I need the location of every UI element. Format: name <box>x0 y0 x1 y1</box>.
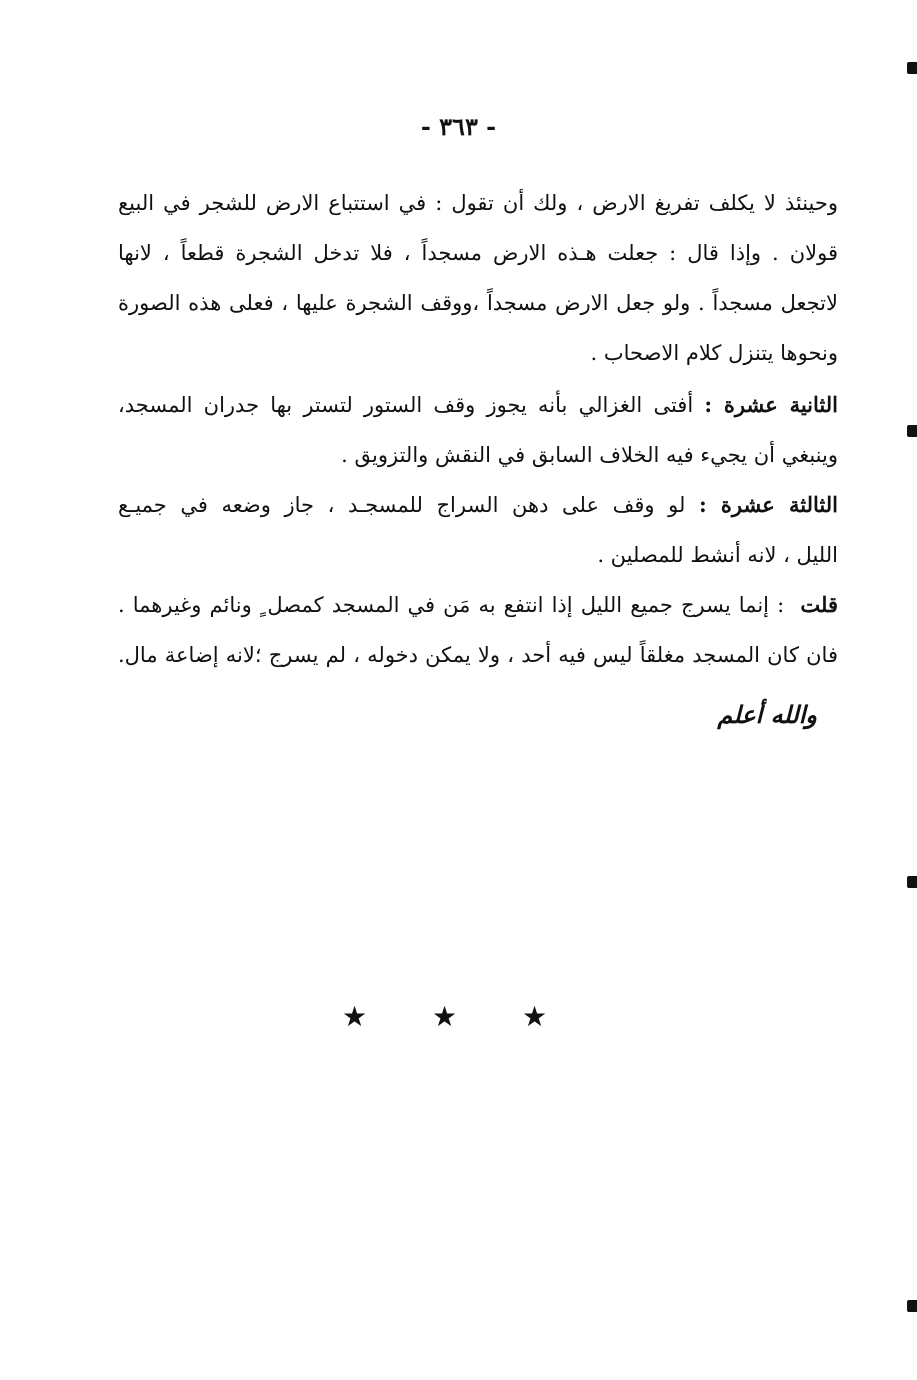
scan-edge-mark <box>907 425 917 437</box>
paragraph-1-line-2: قولان . وإذا قال : جعلت هـذه الارض مسجداً ، فلا تدخل الشجرة قطعاً ، لانها <box>118 241 838 265</box>
scan-edge-mark <box>907 876 917 888</box>
paragraph-4 <box>118 580 838 680</box>
paragraph-1 <box>118 178 838 378</box>
paragraph-1-line-1: وحينئذ لا يكلف تفريغ الارض ، ولك أن تقول : في استتباع الارض للشجر في البيع <box>118 191 838 215</box>
paragraph-4-heading: قلت <box>800 592 838 617</box>
paragraph-4-line-1-text: : إنما يسرج جميع الليل إذا انتفع به مَن في المسجد كمصل ٍ ونائم وغيرهما . <box>118 593 785 617</box>
scan-edge-mark <box>907 62 917 74</box>
scan-edge-mark <box>907 1300 917 1312</box>
section-divider-stars: ★ ★ ★ <box>341 1000 576 1033</box>
paragraph-1-line-3: لاتجعل مسجداً . ولو جعل الارض مسجداً ،ووقف الشجرة عليها ، فعلى هذه الصورة <box>118 291 838 315</box>
paragraph-3 <box>118 480 838 580</box>
paragraph-2-heading: الثانية عشرة : <box>704 392 838 417</box>
paragraph-3-line-2: الليل ، لانه أنشط للمصلين . <box>597 543 838 567</box>
paragraph-2-line-1 <box>118 380 838 430</box>
paragraph-3-line-1-text: لو وقف على دهن السراج للمسجـد ، جاز وضعه في جميـع <box>118 493 686 517</box>
paragraph-2-line-1-text: أفتى الغزالي بأنه يجوز وقف الستور لتستر بها جدران المسجد، <box>118 393 694 417</box>
page-number: - ٣٦٣ - <box>420 112 497 141</box>
closing-formula: والله أعلم <box>717 700 817 729</box>
paragraph-1-line-4: ونحوها يتنزل كلام الاصحاب . <box>590 341 838 365</box>
paragraph-4-line-1 <box>118 580 838 630</box>
paragraph-4-line-2: فان كان المسجد مغلقاً ليس فيه أحد ، ولا يمكن دخوله ، لم يسرج ؛لانه إضاعة مال. <box>118 643 838 667</box>
paragraph-3-heading: الثالثة عشرة : <box>698 492 838 517</box>
paragraph-2-line-2: وينبغي أن يجيء فيه الخلاف السابق في النقش والتزويق . <box>341 443 838 467</box>
paragraph-3-line-1 <box>118 480 838 530</box>
paragraph-2 <box>118 380 838 480</box>
